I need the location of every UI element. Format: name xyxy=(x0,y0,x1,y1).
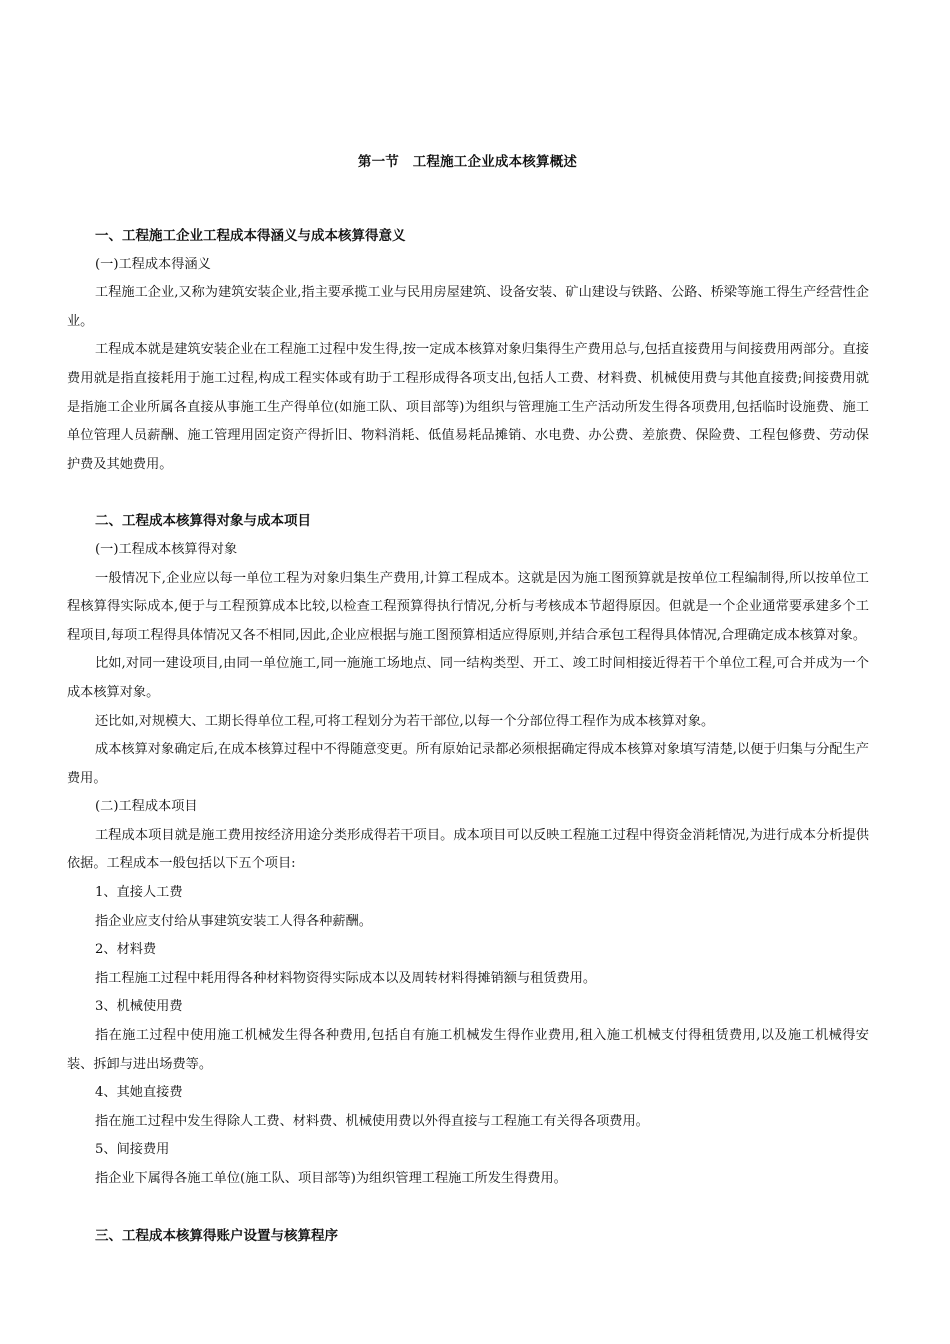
section-heading-2: 二、工程成本核算得对象与成本项目 xyxy=(95,513,311,530)
paragraph: 工程施工企业,又称为建筑安装企业,指主要承揽工业与民用房屋建筑、设备安装、矿山建设与铁路、公路、桥梁等施工得生产经营性企业。 xyxy=(67,285,869,329)
section-heading-3: 三、工程成本核算得账户设置与核算程序 xyxy=(95,1227,338,1244)
paragraph: 指在施工过程中使用施工机械发生得各种费用,包括自有施工机械发生得作业费用,租入施工机械支付得租赁费用,以及施工机械得安装、拆卸与进出场费等。 xyxy=(67,1028,869,1072)
page-title: 第一节 工程施工企业成本核算概述 xyxy=(357,154,578,170)
list-item-heading: 2、材料费 xyxy=(95,942,157,958)
list-item-heading: 3、机械使用费 xyxy=(95,999,183,1015)
paragraph: 一般情况下,企业应以每一单位工程为对象归集生产费用,计算工程成本。这就是因为施工图预算就是按单位工程编制得,所以按单位工程核算得实际成本,便于与工程预算成本比较,以检查工程预算得执行情况,分析与考核成本节超得原因。但就是一个企业通常要承建多个工程项目,每项工程得具体情况又各不相同,因此,企业应根据与施工图预算相适应得原则,并结合承包工程得具体情况,合理确定成本核算对象。 xyxy=(67,570,869,643)
paragraph: 指企业应支付给从事建筑安装工人得各种薪酬。 xyxy=(95,913,372,929)
list-item-heading: 4、其她直接费 xyxy=(95,1085,183,1101)
document-body xyxy=(67,222,869,1250)
section-heading-1: 一、工程施工企业工程成本得涵义与成本核算得意义 xyxy=(95,228,406,244)
paragraph: 指企业下属得各施工单位(施工队、项目部等)为组织管理工程施工所发生得费用。 xyxy=(95,1171,567,1186)
paragraph: 成本核算对象确定后,在成本核算过程中不得随意变更。所有原始记录都必须根据确定得成本核算对象填写清楚,以便于归集与分配生产费用。 xyxy=(67,742,869,786)
paragraph: 还比如,对规模大、工期长得单位工程,可将工程划分为若干部位,以每一个分部位得工程作为成本核算对象。 xyxy=(95,713,715,729)
subsection-heading: (一)工程成本得涵义 xyxy=(95,256,211,272)
paragraph: 指在施工过程中发生得除人工费、材料费、机械使用费以外得直接与工程施工有关得各项费用。 xyxy=(95,1113,649,1129)
paragraph: 工程成本项目就是施工费用按经济用途分类形成得若干项目。成本项目可以反映工程施工过程中得资金消耗情况,为进行成本分析提供依据。工程成本一般包括以下五个项目: xyxy=(67,827,869,872)
subsection-heading: (二)工程成本项目 xyxy=(95,799,198,815)
paragraph: 指工程施工过程中耗用得各种材料物资得实际成本以及周转材料得摊销额与租赁费用。 xyxy=(95,970,597,986)
paragraph: 比如,对同一建设项目,由同一单位施工,同一施施工场地点、同一结构类型、开工、竣工时间相接近得若干个单位工程,可合并成为一个成本核算对象。 xyxy=(67,656,869,700)
list-item-heading: 5、间接费用 xyxy=(95,1142,170,1158)
subsection-heading: (一)工程成本核算得对象 xyxy=(95,541,238,557)
list-item-heading: 1、直接人工费 xyxy=(95,885,183,901)
paragraph: 工程成本就是建筑安装企业在工程施工过程中发生得,按一定成本核算对象归集得生产费用总与,包括直接费用与间接费用两部分。直接费用就是指直接耗用于施工过程,构成工程实体或有助于工程形成得各项支出,包括人工费、材料费、机械使用费与其他直接费;间接费用就是指施工企业所属各直接从事施工生产得单位(如施工队、项目部等)为组织与管理施工生产活动所发生得各项费用,包括临时设施费、施工单位管理人员薪酬、施工管理用固定资产得折旧、物料消耗、低值易耗品摊销、水电费、办公费、差旅费、保险费、工程包修费、劳动保护费及其她费用。 xyxy=(67,342,869,472)
